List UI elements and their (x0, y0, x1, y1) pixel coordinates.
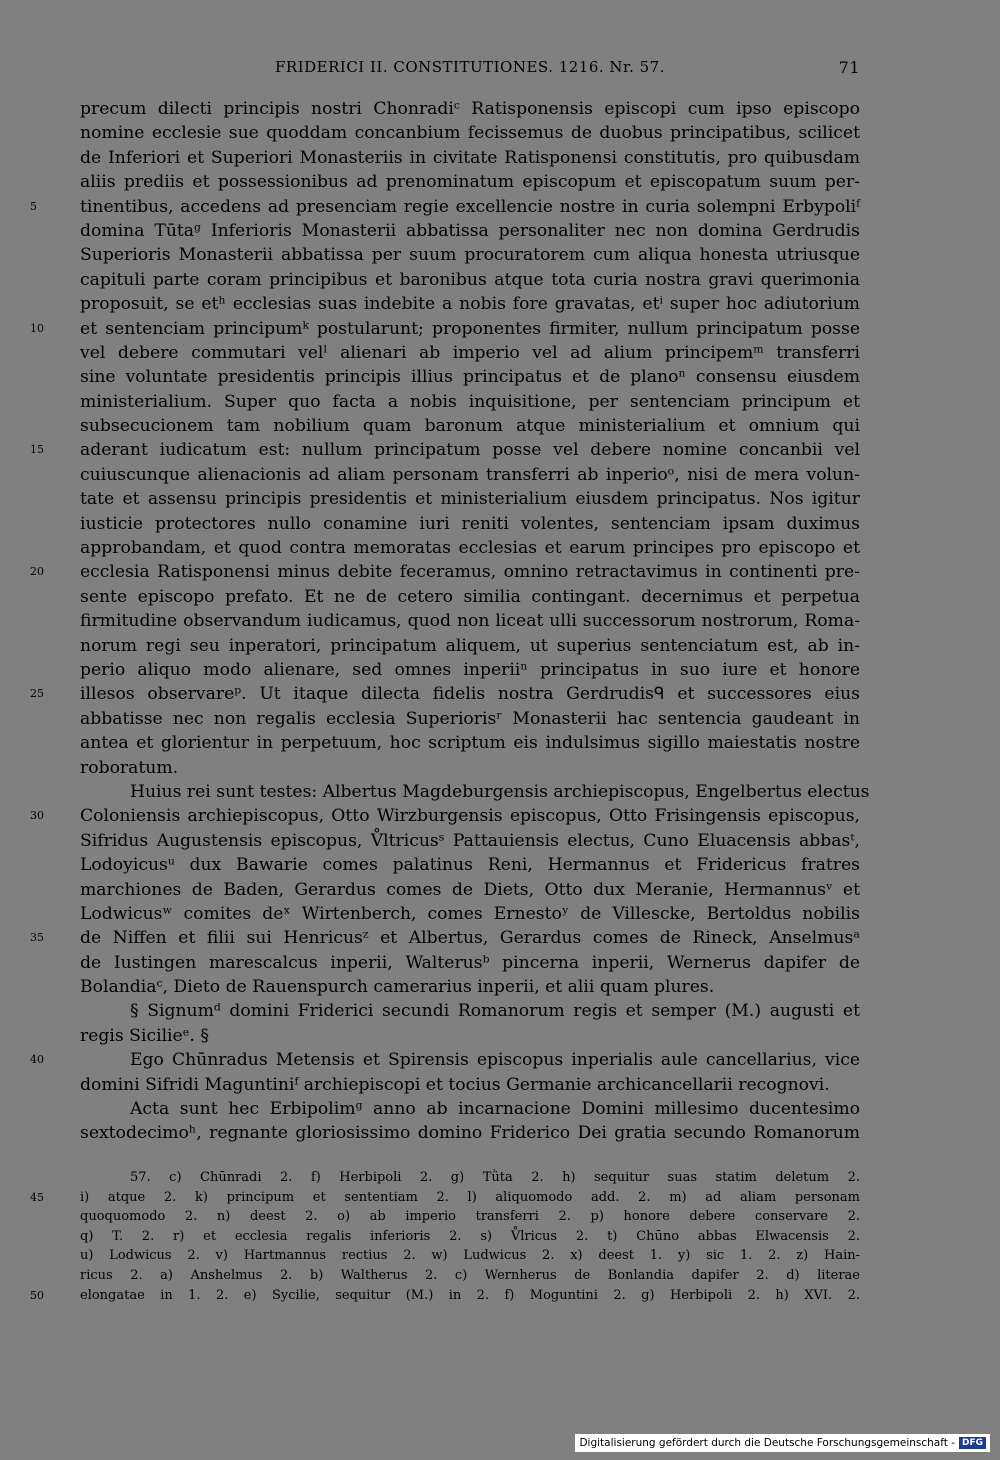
text-line (80, 585, 860, 609)
text-line (80, 951, 860, 975)
line-text: aderant iudicatum est: nullum principatum posse vel debere nomine concanbii vel (80, 440, 860, 461)
line-text: marchiones de Baden, Gerardus comes de Diets, Otto dux Meranie, Hermannusᵛ et (80, 879, 860, 900)
main-text (30, 97, 870, 1146)
text-line (30, 804, 860, 828)
line-text: de Inferiori et Superiori Monasteriis in civitate Ratisponensi constitutis, pro quibusdam (80, 147, 860, 168)
text-line (80, 97, 860, 121)
text-line (30, 438, 860, 462)
text-line (80, 658, 860, 682)
text-line (30, 682, 860, 706)
footnote-line (80, 1207, 860, 1227)
running-title: FRIDERICI II. CONSTITUTIONES. 1216. Nr. 57. (275, 58, 665, 76)
line-text: domina Tūtaᵍ Inferioris Monasterii abbatissa personaliter nec non domina Gerdrudis (80, 220, 860, 241)
line-text: de Iustingen marescalcus inperii, Walterusᵇ pincerna inperii, Wernerus dapifer de (80, 952, 860, 973)
line-text: sente episcopo prefato. Et ne de cetero similia contingant. decernimus et perpetua (80, 586, 860, 607)
line-text: sextodecimoʰ, regnante gloriosissimo domino Friderico Dei gratia secundo Romanorum (80, 1123, 860, 1144)
line-text: firmitudine observandum iudicamus, quod non liceat ulli successorum nostrorum, Roma- (80, 611, 860, 632)
footnote-line (30, 1286, 860, 1306)
line-text: Bolandiaᶜ, Dieto de Rauenspurch camerarius inperii, et alii quam plures. (80, 977, 715, 998)
line-text: Lodoyicusᵘ dux Bawarie comes palatinus Reni, Hermannus et Fridericus fratres (80, 855, 860, 876)
line-text: subsecucionem tam nobilium quam baronum atque ministerialium et omnium qui (80, 416, 860, 437)
line-text: precum dilecti principis nostri Chonradiᶜ Ratisponensis episcopi cum ipso episcopo (80, 99, 860, 119)
line-text: sine voluntate presidentis principis illius principatus et de planoⁿ consensu eiusdem (80, 367, 860, 388)
line-text: roboratum. (80, 757, 179, 778)
text-line (80, 756, 860, 780)
line-text: ricus 2. a) Anshelmus 2. b) Waltherus 2. c) Wernherus de Bonlandia dapifer 2. d) literae (80, 1267, 860, 1283)
line-text: quoquomodo 2. n) deest 2. o) ab imperio transferri 2. p) honore debere conservare 2. (80, 1209, 860, 1225)
footnote-line (80, 1227, 860, 1247)
line-number: 25 (30, 687, 44, 701)
footnote-line (80, 1168, 860, 1188)
line-number: 40 (30, 1053, 44, 1067)
text-line (80, 1097, 860, 1121)
text-line (80, 829, 860, 853)
line-text: norum regi seu inperatori, principatum aliquem, ut superius sentenciatum est, ab in- (80, 635, 860, 656)
text-line (80, 512, 860, 536)
line-text: Superioris Monasterii abbatissa per suum procuratorem cum aliqua honesta utriusque (80, 245, 860, 266)
text-line (80, 536, 860, 560)
line-text: abbatisse nec non regalis ecclesia Superiorisʳ Monasterii hac sentencia gaudeant in (80, 708, 860, 729)
text-line (80, 292, 860, 316)
line-text: cuiuscunque alienacionis ad aliam personam transferri ab inperioᵒ, nisi de mera volun- (80, 464, 860, 485)
text-line (80, 341, 860, 365)
line-number: 35 (30, 931, 44, 945)
text-line (80, 634, 860, 658)
line-text: q) T. 2. r) et ecclesia regalis inferioris 2. s) V̊lricus 2. t) Chūno abbas Elwacensis 2. (80, 1228, 860, 1244)
line-text: Acta sunt hec Erbipolimᵍ anno ab incarnacione Domini millesimo ducentesimo (130, 1099, 860, 1120)
text-line (30, 1048, 860, 1072)
text-line (80, 609, 860, 633)
text-line (80, 1024, 860, 1048)
text-line (30, 195, 860, 219)
line-text: et sentenciam principumᵏ postularunt; proponentes firmiter, nullum principatum posse (80, 318, 860, 339)
text-line (80, 390, 860, 414)
line-text: de Niffen et filii sui Henricusᶻ et Albertus, Gerardus comes de Rineck, Anselmusᵃ (80, 928, 860, 949)
line-text: § Signumᵈ domini Friderici secundi Romanorum regis et semper (M.) augusti et (130, 1001, 860, 1022)
line-number: 15 (30, 443, 44, 457)
text-line (30, 317, 860, 341)
line-text: domini Sifridi Maguntiniᶠ archiepiscopi et tocius Germanie archicancellarii recognovi. (80, 1074, 830, 1095)
text-line (80, 146, 860, 170)
text-line (80, 1121, 860, 1145)
text-line (80, 170, 860, 194)
line-text: proposuit, se etʰ ecclesias suas indebite a nobis fore gravatas, etⁱ super hoc adiutorium (80, 294, 860, 315)
text-line (80, 268, 860, 292)
line-number: 20 (30, 565, 44, 579)
text-line (30, 560, 860, 584)
line-text: tinentibus, accedens ad presenciam regie excellencie nostre in curia solempni Erbypoliᶠ (80, 196, 860, 217)
line-text: Coloniensis archiepiscopus, Otto Wirzburgensis episcopus, Otto Frisingensis episcopus, (80, 806, 860, 827)
digitization-footer (575, 1434, 990, 1452)
line-text: Lodwicusʷ comites deˣ Wirtenberch, comes Ernestoʸ de Villescke, Bertoldus nobilis (80, 903, 860, 924)
footnote-line (80, 1266, 860, 1286)
line-number: 50 (30, 1288, 44, 1302)
text-line (80, 487, 860, 511)
line-text: tate et assensu principis presidentis et ministerialium eiusdem principatus. Nos igitur (80, 489, 860, 510)
line-text: Huius rei sunt testes: Albertus Magdeburgensis archiepiscopus, Engelbertus electus (130, 781, 870, 802)
line-text: u) Lodwicus 2. v) Hartmannus rectius 2. w) Ludwicus 2. x) deest 1. y) sic 1. 2. z) Hain- (80, 1248, 860, 1264)
dfg-logo: DFG (959, 1437, 986, 1449)
line-text: capituli parte coram principibus et baronibus atque tota curia nostra gravi querimonia (80, 269, 860, 290)
line-text: nomine ecclesie sue quoddam concanbium fecissemus de duobus principatibus, scilicet (80, 123, 860, 144)
line-text: vel debere commutari velˡ alienari ab imperio vel ad alium principemᵐ transferri (80, 342, 860, 363)
text-line (80, 463, 860, 487)
line-number: 30 (30, 809, 44, 823)
text-line (80, 999, 860, 1023)
line-text: ministerialium. Super quo facta a nobis inquisitione, per sentenciam principum et (80, 391, 860, 412)
line-text: perio aliquo modo alienare, sed omnes inperiiⁿ principatus in suo iure et honore (80, 659, 860, 680)
line-text: i) atque 2. k) principum et sententiam 2. l) aliquomodo add. 2. m) ad aliam personam (80, 1189, 860, 1205)
text-line (80, 243, 860, 267)
footer-text: Digitalisierung gefördert durch die Deutsche Forschungsgemeinschaft - (579, 1437, 955, 1449)
text-line (80, 853, 860, 877)
line-number: 45 (30, 1190, 44, 1204)
text-line (80, 414, 860, 438)
footnote-line (30, 1188, 860, 1208)
text-line (80, 878, 860, 902)
text-line (80, 902, 860, 926)
line-text: elongatae in 1. 2. e) Sycilie, sequitur (M.) in 2. f) Moguntini 2. g) Herbipoli 2. h) XVI. 2. (80, 1287, 860, 1303)
text-line (80, 219, 860, 243)
text-line (80, 1073, 860, 1097)
line-text: ecclesia Ratisponensi minus debite feceramus, omnino retractavimus in continenti pre- (80, 562, 860, 583)
text-line (80, 780, 870, 804)
text-line (80, 365, 860, 389)
footnote-line (80, 1246, 860, 1266)
line-number: 10 (30, 321, 44, 335)
line-text: iusticie protectores nullo conamine iuri reniti volentes, sentenciam ipsam duximus (80, 513, 860, 534)
line-text: 57. c) Chūnradi 2. f) Herbipoli 2. g) Tǜta 2. h) sequitur suas statim deletum 2. (130, 1170, 860, 1185)
line-text: illesos observareᵖ. Ut itaque dilecta fidelis nostra Gerdrudisᑫ et successores eius (80, 684, 860, 705)
page-number: 71 (838, 58, 860, 77)
line-number: 5 (30, 199, 37, 213)
line-text: antea et glorientur in perpetuum, hoc scriptum eis indulsimus sigillo maiestatis nostre (80, 733, 860, 754)
text-line (80, 731, 860, 755)
running-head (80, 58, 860, 80)
line-text: aliis prediis et possessionibus ad prenominatum episcopum et episcopatum suum per- (80, 172, 860, 193)
text-line (80, 707, 860, 731)
text-line (30, 926, 860, 950)
line-text: Sifridus Augustensis episcopus, V̊ltricusˢ Pattauiensis electus, Cuno Eluacensis abbasᵗ, (80, 830, 860, 851)
line-text: approbandam, et quod contra memoratas ecclesias et earum principes pro episcopo et (80, 538, 860, 559)
text-line (80, 121, 860, 145)
line-text: regis Sicilieᵉ. § (80, 1025, 209, 1046)
text-line (80, 975, 860, 999)
footnotes (30, 1168, 860, 1305)
line-text: Ego Chūnradus Metensis et Spirensis episcopus inperialis aule cancellarius, vice (130, 1050, 860, 1071)
